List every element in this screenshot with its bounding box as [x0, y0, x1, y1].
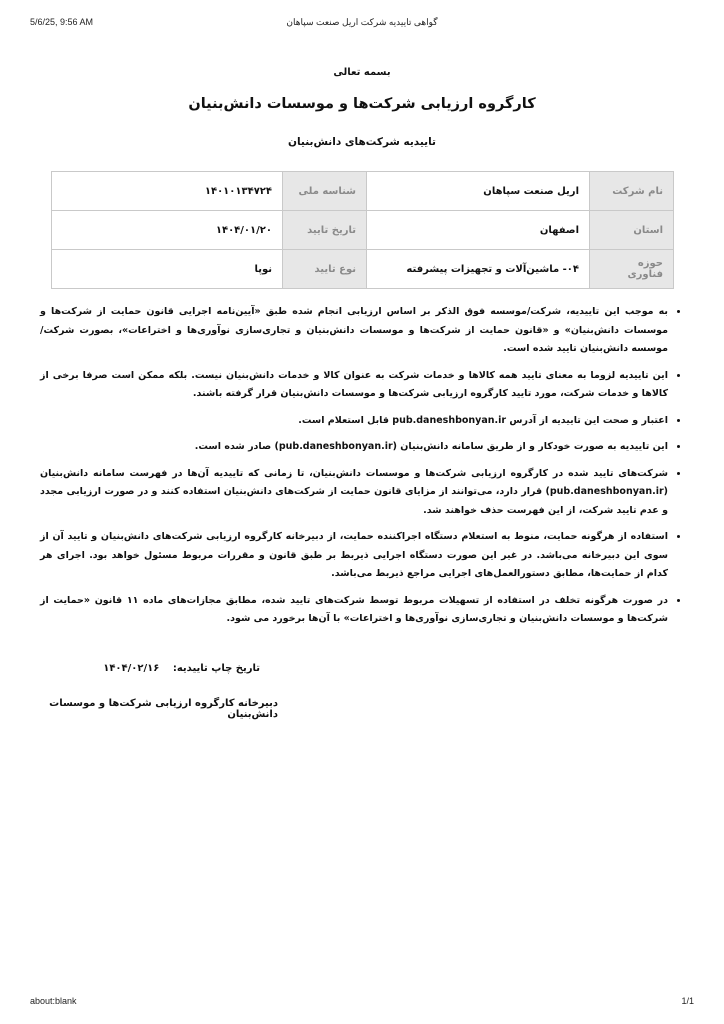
table-row [52, 211, 674, 250]
approval-type-value: نوپا [52, 250, 283, 289]
company-name-value: اریل صنعت سپاهان [367, 172, 590, 211]
page-subtitle: تاییدیه شرکت‌های دانش‌بنیان [288, 136, 436, 148]
list-item: • اعتبار و صحت این تاییدیه از آدرس pub.daneshbonyan.ir قابل استعلام است. [40, 412, 668, 431]
company-info-table [51, 171, 674, 289]
province-label: استان [590, 211, 674, 250]
page-number: 1/1 [681, 996, 694, 1006]
approval-type-label: نوع تایید [283, 250, 367, 289]
bismillah-heading: بسمه تعالی [333, 67, 391, 78]
print-footer [30, 996, 694, 1006]
print-header [30, 17, 694, 27]
company-name-label: نام شرکت [590, 172, 674, 211]
list-item: • در صورت هرگونه تخلف در استفاده از تسهیلات مربوط توسط شرکت‌های تایید شده، مطابق مجازات‌های ماده ۱۱ قانون «حمایت از شرکت‌ها و موسسات دانش‌بنیان و تجاری‌سازی نوآوری‌ها و اختراعات» با آن‌ها برخورد می شود. [40, 592, 668, 629]
print-datetime: 5/6/25, 9:56 AM [30, 17, 94, 27]
secretariat-signature: دبیرخانه کارگروه ارزیابی شرکت‌ها و موسسات دانش‌بنیان [49, 698, 278, 720]
technology-field-label: حوزه فناوری [590, 250, 674, 289]
national-id-label: شناسه ملی [283, 172, 367, 211]
print-document-title: گواهی تاییدیه شرکت اریل صنعت سپاهان [286, 16, 438, 27]
province-value: اصفهان [367, 211, 590, 250]
approval-date-value: ۱۴۰۴/۰۱/۲۰ [52, 211, 283, 250]
print-date-label: تاریخ چاپ تاییدیه: [172, 663, 260, 674]
list-item: • شرکت‌های تایید شده در کارگروه ارزیابی شرکت‌ها و موسسات دانش‌بنیان، تا زمانی که تاییدیه آن‌ها در فهرست سامانه دانش‌بنیان (pub.daneshbonyan.ir) قرار دارد، می‌توانند از مزایای قانون حمایت از شرکت‌های دانش‌بنیان استفاده کنند و در صورت ارزیابی مجدد و عدم تایید شرکت، از این فهرست حذف خواهند شد. [40, 465, 668, 521]
table-row [52, 250, 674, 289]
print-date [80, 663, 260, 674]
list-item: • این تاییدیه به صورت خودکار و از طریق سامانه دانش‌بنیان (pub.daneshbonyan.ir) صادر شده است. [40, 438, 668, 457]
notes-list [40, 303, 682, 637]
technology-field-value: ۰۴- ماشین‌آلات و تجهیزات پیشرفته [367, 250, 590, 289]
list-item: • این تاییدیه لزوما به معنای تایید همه کالاها و خدمات شرکت به عنوان کالا و خدمات دانش‌بنیان نیست. بلکه ممکن است صرفا برخی از کالاها و خدمات شرکت، مورد تایید کارگروه ارزیابی شرکت‌ها و موسسات دانش‌بنیان قرار گرفته باشند. [40, 367, 668, 404]
list-item: • به موجب این تاییدیه، شرکت/موسسه فوق الذکر بر اساس ارزیابی انجام شده طبق «آیین‌نامه اجرایی قانون حمایت از شرکت‌ها و موسسات دانش‌بنیان» و «قانون حمایت از شرکت‌ها و موسسات دانش‌بنیان و تجاری‌سازی نوآوری‌ها و اختراعات»، بصورت شرکت/موسسه دانش‌بنیان تایید شده است. [40, 303, 668, 359]
page-title: کارگروه ارزیابی شرکت‌ها و موسسات دانش‌بنیان [188, 96, 536, 112]
table-row [52, 172, 674, 211]
approval-date-label: تاریخ تایید [283, 211, 367, 250]
print-date-value: ۱۴۰۴/۰۲/۱۶ [103, 663, 160, 674]
national-id-value: ۱۴۰۱۰۱۳۴۷۲۴ [52, 172, 283, 211]
print-url: about:blank [30, 996, 77, 1006]
list-item: • استفاده از هرگونه حمایت، منوط به استعلام دستگاه اجراکننده حمایت، از دبیرخانه کارگروه ارزیابی شرکت‌های دانش‌بنیان و تایید آن از سوی این دبیرخانه می‌باشد. در غیر این صورت دستگاه اجرایی ذیربط بر طبق قانون و مقررات مربوط مسئول خواهد بود. اجرای هر کدام از حمایت‌ها، مطابق دستورالعمل‌های اجرایی مراجع ذیربط می‌باشد. [40, 528, 668, 584]
